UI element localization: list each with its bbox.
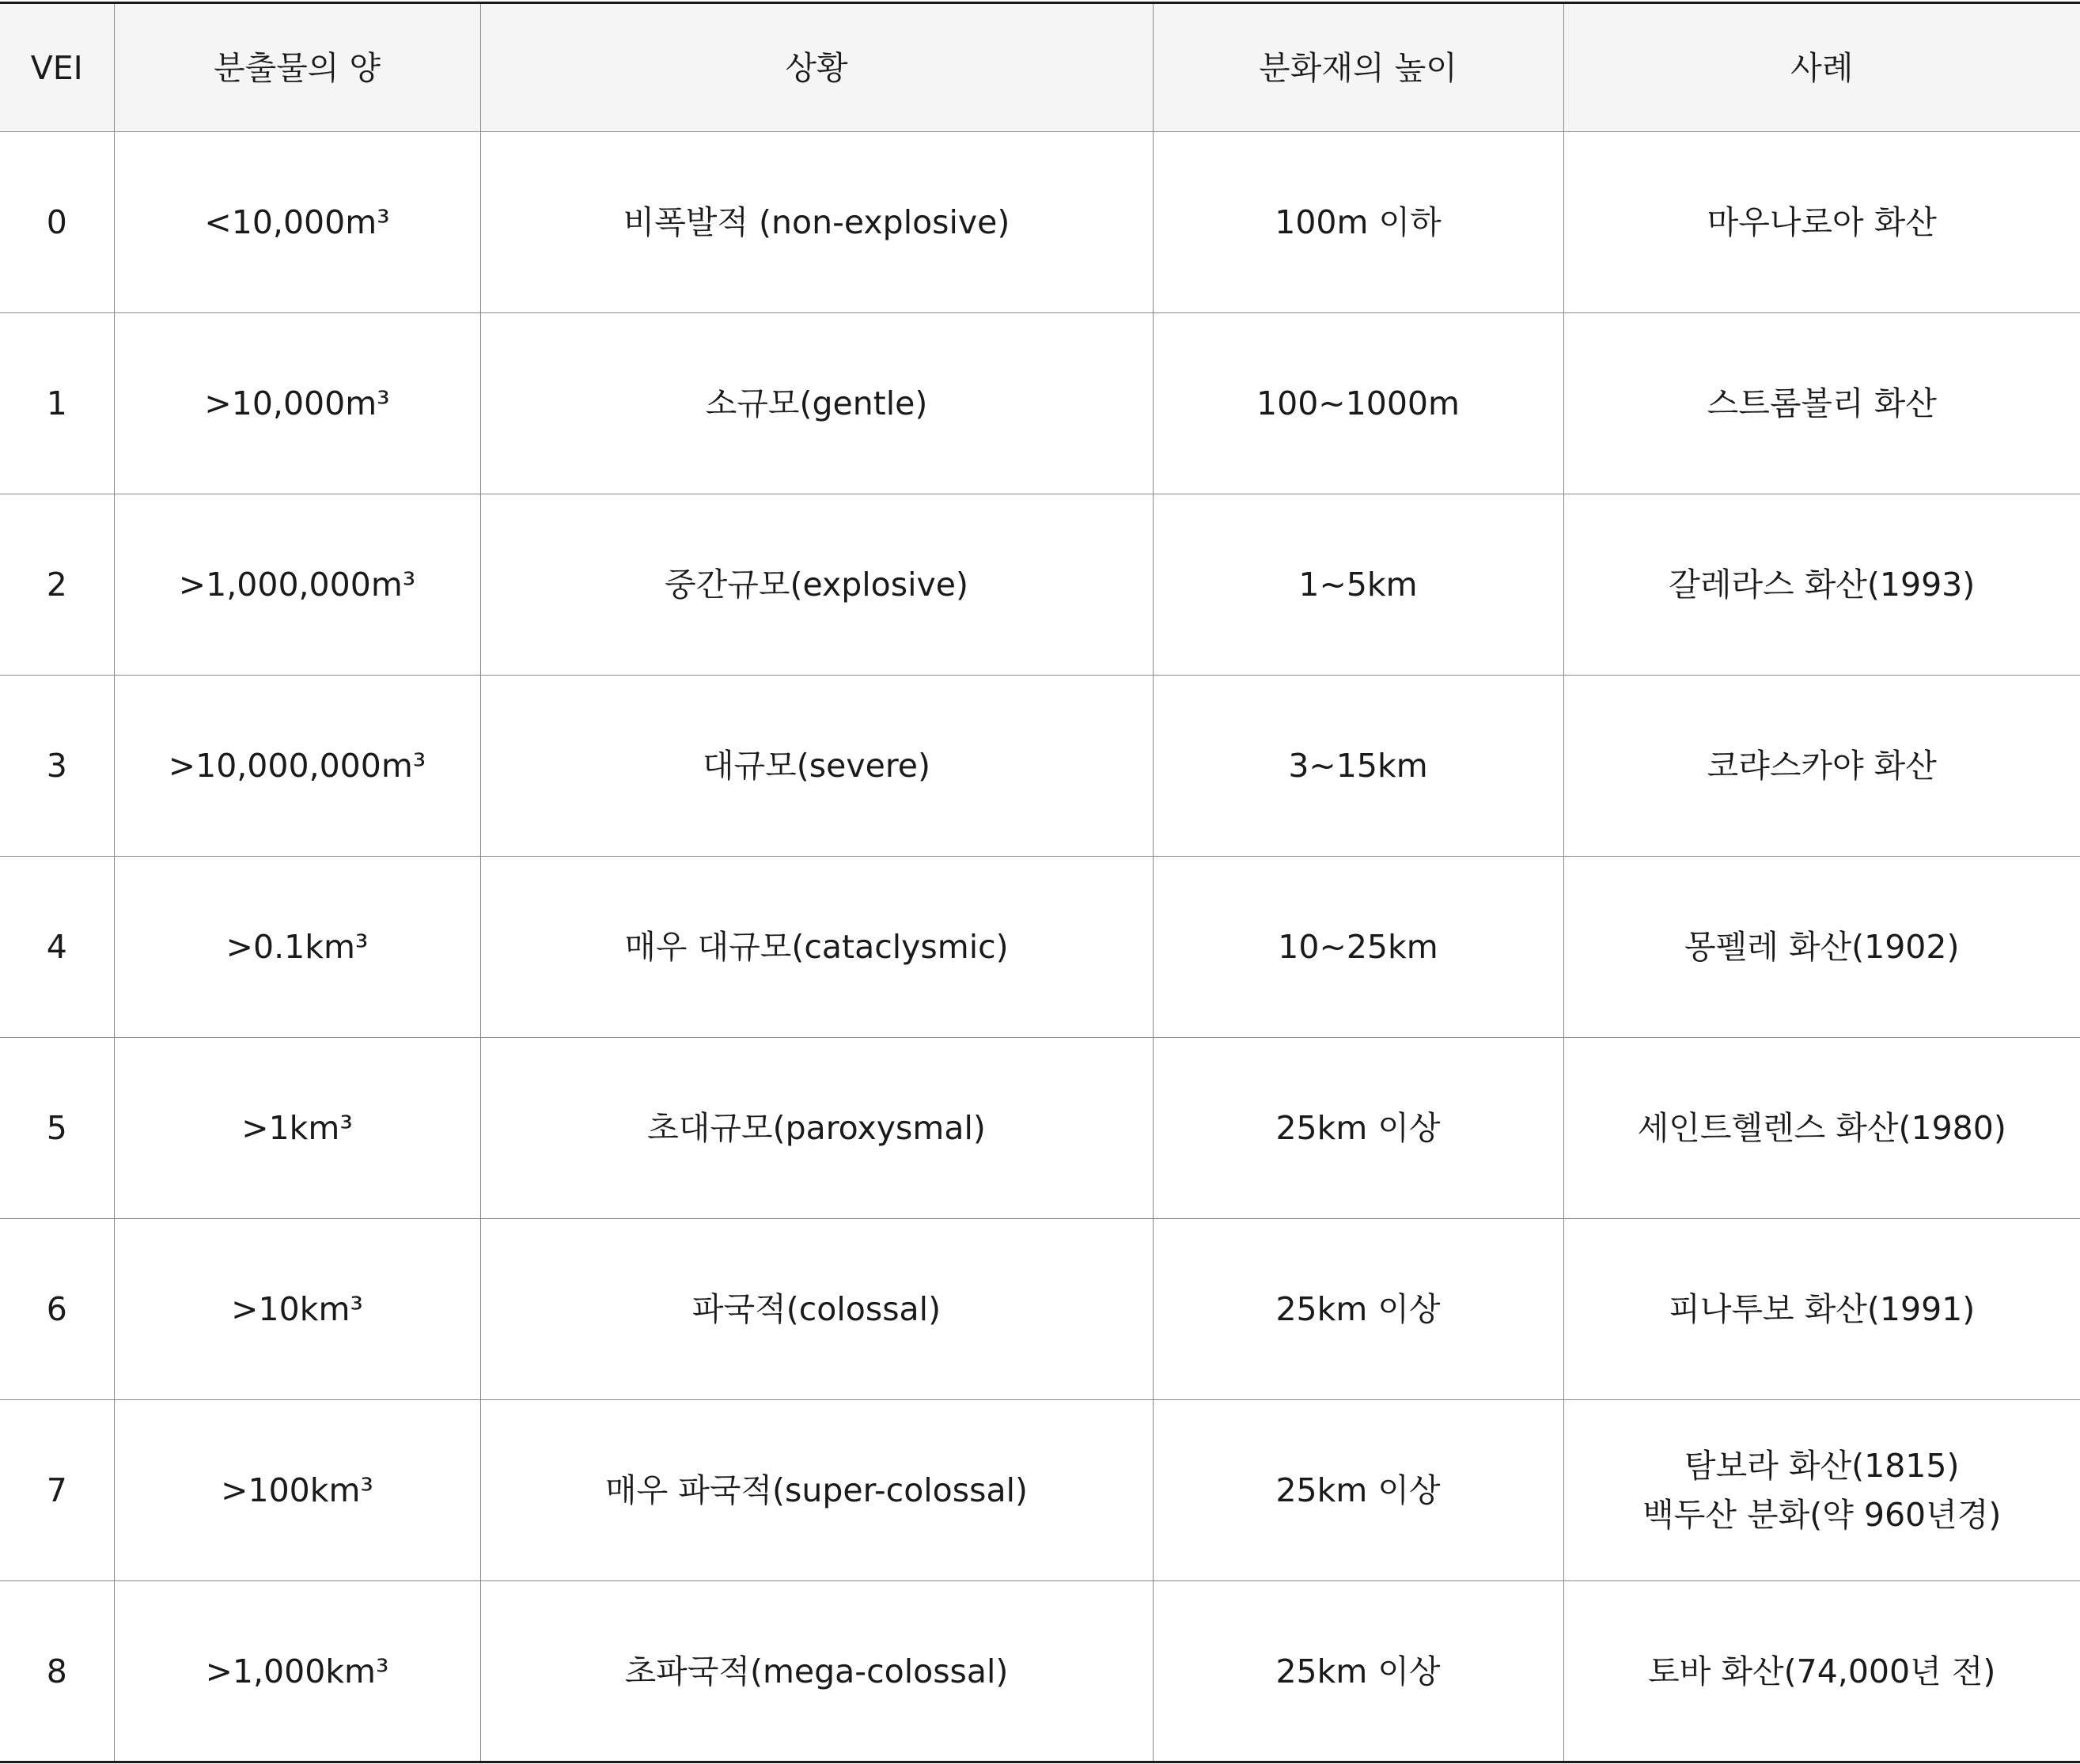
cell-amount: >10km³ (114, 1219, 480, 1400)
table-row (0, 1219, 2080, 1400)
cell-vei: 8 (0, 1581, 114, 1762)
table-row (0, 132, 2080, 313)
table-row (0, 494, 2080, 676)
example-line: 탐보라 화산(1815) (1684, 1447, 1960, 1485)
cell-amount: >1km³ (114, 1038, 480, 1219)
cell-vei: 3 (0, 676, 114, 857)
cell-example (1563, 313, 2080, 494)
header-row (0, 3, 2080, 132)
cell-situation: 비폭발적 (non-explosive) (480, 132, 1153, 313)
table-row (0, 313, 2080, 494)
cell-amount: <10,000m³ (114, 132, 480, 313)
example-line: 갈레라스 화산(1993) (1669, 566, 1976, 604)
cell-vei: 6 (0, 1219, 114, 1400)
cell-example (1563, 1400, 2080, 1581)
cell-situation: 소규모(gentle) (480, 313, 1153, 494)
cell-vei: 1 (0, 313, 114, 494)
table-row (0, 1581, 2080, 1762)
cell-example (1563, 494, 2080, 676)
header-amount: 분출물의 양 (114, 3, 480, 132)
example-line: 백두산 분화(약 960년경) (1642, 1496, 2002, 1534)
table-body (0, 132, 2080, 1762)
cell-vei: 0 (0, 132, 114, 313)
cell-vei: 7 (0, 1400, 114, 1581)
cell-height: 25km 이상 (1153, 1219, 1563, 1400)
cell-example (1563, 132, 2080, 313)
cell-situation: 매우 대규모(cataclysmic) (480, 857, 1153, 1038)
cell-amount: >1,000,000m³ (114, 494, 480, 676)
cell-height: 1~5km (1153, 494, 1563, 676)
cell-height: 25km 이상 (1153, 1038, 1563, 1219)
cell-situation: 파국적(colossal) (480, 1219, 1153, 1400)
cell-height: 10~25km (1153, 857, 1563, 1038)
header-situation: 상황 (480, 3, 1153, 132)
cell-vei: 4 (0, 857, 114, 1038)
table-header (0, 3, 2080, 132)
cell-vei: 2 (0, 494, 114, 676)
cell-amount: >10,000,000m³ (114, 676, 480, 857)
header-height: 분화재의 높이 (1153, 3, 1563, 132)
cell-example (1563, 1219, 2080, 1400)
example-line: 토바 화산(74,000년 전) (1648, 1652, 1996, 1690)
header-example: 사례 (1563, 3, 2080, 132)
cell-height: 25km 이상 (1153, 1581, 1563, 1762)
cell-amount: >0.1km³ (114, 857, 480, 1038)
cell-situation: 초대규모(paroxysmal) (480, 1038, 1153, 1219)
example-line: 몽펠레 화산(1902) (1684, 928, 1960, 966)
example-line: 스트롬볼리 화산 (1707, 384, 1937, 422)
header-vei: VEI (0, 3, 114, 132)
cell-situation: 중간규모(explosive) (480, 494, 1153, 676)
cell-height: 25km 이상 (1153, 1400, 1563, 1581)
table-row (0, 1400, 2080, 1581)
cell-situation: 초파국적(mega-colossal) (480, 1581, 1153, 1762)
cell-amount: >100km³ (114, 1400, 480, 1581)
cell-height: 3~15km (1153, 676, 1563, 857)
cell-amount: >1,000km³ (114, 1581, 480, 1762)
example-line: 코랴스카야 화산 (1707, 747, 1937, 785)
cell-height: 100~1000m (1153, 313, 1563, 494)
table-row (0, 676, 2080, 857)
cell-situation: 매우 파국적(super-colossal) (480, 1400, 1153, 1581)
example-line: 세인트헬렌스 화산(1980) (1637, 1109, 2006, 1147)
cell-amount: >10,000m³ (114, 313, 480, 494)
table-row (0, 857, 2080, 1038)
cell-height: 100m 이하 (1153, 132, 1563, 313)
cell-example (1563, 857, 2080, 1038)
cell-example (1563, 1038, 2080, 1219)
table-row (0, 1038, 2080, 1219)
cell-example (1563, 1581, 2080, 1762)
cell-example (1563, 676, 2080, 857)
cell-situation: 대규모(severe) (480, 676, 1153, 857)
example-line: 피나투보 화산(1991) (1669, 1290, 1976, 1328)
cell-vei: 5 (0, 1038, 114, 1219)
example-line: 마우나로아 화산 (1707, 203, 1937, 241)
vei-table (0, 2, 2080, 1763)
